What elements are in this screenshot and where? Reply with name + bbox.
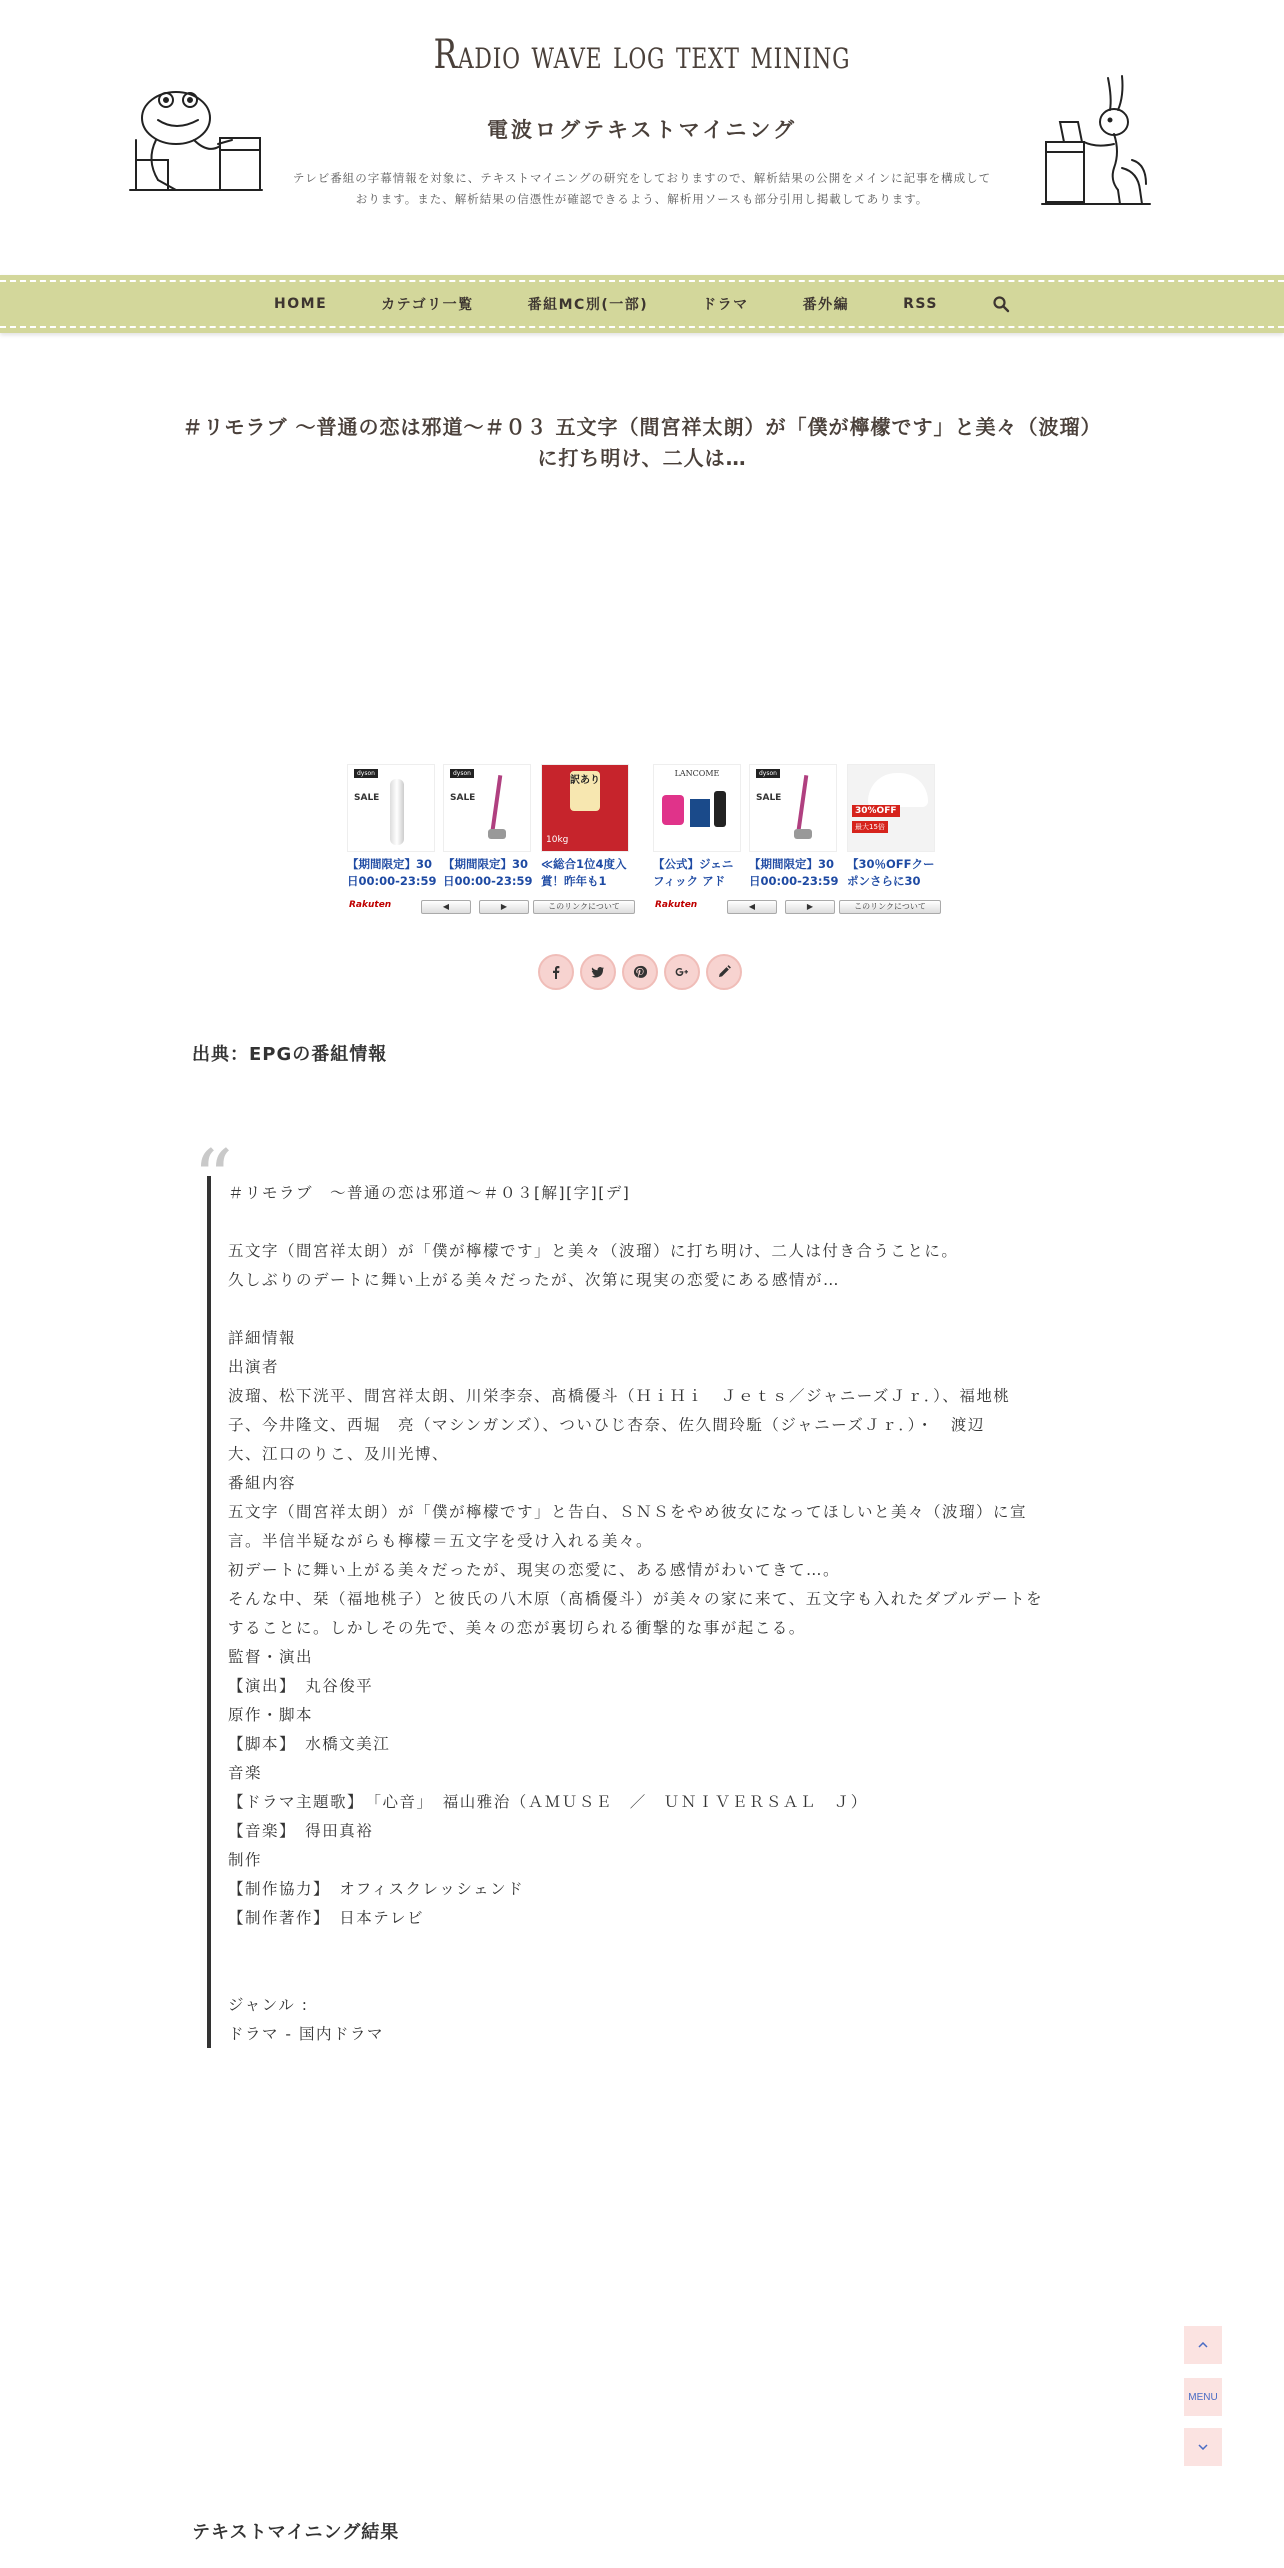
quote-line: することに。しかしその先で、美々の恋が裏切られる衝撃的な事が起こる。 <box>228 1619 806 1637</box>
quote-line: 【演出】 丸谷俊平 <box>228 1677 374 1695</box>
ad-text[interactable]: 【公式】ジェニフィック アド <box>653 857 734 888</box>
quote-line: 子、今井隆文、西堀 亮（マシンガンズ）、ついひじ杏奈、佐久間玲駈（ジャニーズＪｒ．）・ 渡辺 <box>228 1416 985 1434</box>
quote-line <box>228 1295 1088 1324</box>
ad-text[interactable]: 【期間限定】30日00:00-23:59 <box>749 857 839 888</box>
chevron-down-icon <box>1198 2444 1208 2450</box>
ad-sale-label: SALE <box>756 793 782 803</box>
quote-line <box>228 1933 1088 1962</box>
scroll-top-button[interactable] <box>1184 2326 1222 2364</box>
quote-line: 波瑠、松下洸平、間宮祥太朗、川栄李奈、髙橋優斗（ＨｉＨｉ Ｊｅｔｓ／ジャニーズＪｒ．）、福地桃 <box>228 1387 1011 1405</box>
ad-brand-label: dyson <box>756 769 780 778</box>
quote-line: そんな中、栞（福地桃子）と彼氏の八木原（髙橋優斗）が美々の家に来て、五文字も入れたダブルデートを <box>228 1590 1044 1608</box>
nav-item-extra[interactable]: 番外編 <box>802 297 850 313</box>
ad-product-image[interactable] <box>653 764 741 852</box>
ad-item[interactable] <box>347 764 437 890</box>
google-plus-icon <box>675 965 689 979</box>
ad-item[interactable] <box>749 764 839 890</box>
ad-prev-button[interactable]: ◀ <box>727 900 777 914</box>
share-facebook-button[interactable] <box>538 954 574 990</box>
main-nav <box>0 275 1284 333</box>
quote-line <box>228 1962 1088 1991</box>
ad-product-image[interactable] <box>847 764 935 852</box>
ad-about-link[interactable]: このリンクについて <box>839 900 941 914</box>
pinterest-icon <box>633 965 647 979</box>
ad-next-button[interactable]: ▶ <box>785 900 835 914</box>
ad-item[interactable] <box>541 764 631 890</box>
ad-sale-label: SALE <box>450 793 476 803</box>
ad-brand-label: LANCOME <box>674 769 720 778</box>
epg-blockquote <box>207 1176 1101 2048</box>
quote-line: 五文字（間宮祥太朗）が「僕が檸檬です」と美々（波瑠）に打ち明け、二人は付き合うことに。 <box>228 1242 959 1260</box>
quote-line: 言。半信半疑ながらも檸檬＝五文字を受け入れる美々。 <box>228 1532 654 1550</box>
nav-item-rss[interactable]: RSS <box>903 296 938 312</box>
quote-line: 【制作協力】 オフィスクレッシェンド <box>228 1880 525 1898</box>
share-google-plus-button[interactable] <box>664 954 700 990</box>
post-title <box>180 412 1104 474</box>
ad-image-sub: 最大15倍 <box>852 821 888 833</box>
epg-text <box>228 1179 1088 2049</box>
nav-item-mc[interactable]: 番組MC別(一部) <box>527 297 649 313</box>
quote-line: 五文字（間宮祥太朗）が「僕が檸檬です」と告白、ＳＮＳをやめ彼女になってほしいと美々（波瑠）に宣 <box>228 1503 1028 1521</box>
ad-item[interactable] <box>443 764 533 890</box>
ad-text[interactable]: ≪総合1位4度入賞！昨年も1 <box>541 857 627 888</box>
quote-line: ドラマ - 国内ドラマ <box>228 2025 384 2043</box>
ad-product-image[interactable] <box>541 764 629 852</box>
share-buttons <box>538 954 748 990</box>
ad-text[interactable]: 【期間限定】30日00:00-23:59 <box>443 857 533 888</box>
ad-image-label: 30%OFF <box>852 805 900 817</box>
source-heading: 出典：EPGの番組情報 <box>192 1044 388 1065</box>
quote-line: 制作 <box>228 1851 263 1869</box>
quote-line: 音楽 <box>228 1764 263 1782</box>
quote-line <box>228 1208 1088 1237</box>
quote-line: 出演者 <box>228 1358 280 1376</box>
share-twitter-button[interactable] <box>580 954 616 990</box>
rakuten-logo[interactable]: Rakuten <box>655 900 698 910</box>
ad-brand-label: dyson <box>354 769 378 778</box>
quote-line: 監督・演出 <box>228 1648 314 1666</box>
site-title-en[interactable]: Radio wave log text mining <box>433 32 851 78</box>
share-pinterest-button[interactable] <box>622 954 658 990</box>
rakuten-logo[interactable]: Rakuten <box>349 900 392 910</box>
quote-line: 【脚本】 水橋文美江 <box>228 1735 391 1753</box>
nav-item-categories[interactable]: カテゴリ一覧 <box>381 297 474 313</box>
scroll-bottom-button[interactable] <box>1184 2428 1222 2466</box>
ad-image-label: 訳あり <box>570 771 600 811</box>
quote-line: ジャンル : <box>228 1996 309 2014</box>
facebook-icon <box>549 965 563 979</box>
ad-image-sub: 10kg <box>546 835 569 845</box>
ad-text[interactable]: 【期間限定】30日00:00-23:59 <box>347 857 437 888</box>
ad-prev-button[interactable]: ◀ <box>421 900 471 914</box>
quote-line: 詳細情報 <box>228 1329 297 1347</box>
ad-product-image[interactable] <box>347 764 435 852</box>
menu-label: MENU <box>1188 2391 1218 2403</box>
share-hatena-button[interactable] <box>706 954 742 990</box>
site-description-line: おります。また、解析結果の信憑性が確認できるよう、解析用ソースも部分引用し掲載してあります。 <box>355 192 929 206</box>
quote-line: 大、江口のりこ、及川光博、 <box>228 1445 450 1463</box>
quote-line: 【ドラマ主題歌】 「心音」 福山雅治（ＡＭＵＳＥ ／ ＵＮＩＶＥＲＳＡＬ Ｊ） <box>228 1793 868 1811</box>
quote-line: 原作・脚本 <box>228 1706 314 1724</box>
ad-next-button[interactable]: ▶ <box>479 900 529 914</box>
quote-line: 【音楽】 得田真裕 <box>228 1822 374 1840</box>
post-title-line: に打ち明け、二人は… <box>537 446 747 470</box>
ad-item[interactable] <box>847 764 937 890</box>
search-icon[interactable] <box>992 295 1010 313</box>
ad-brand-label: dyson <box>450 769 474 778</box>
quote-line: ＃リモラブ ～普通の恋は邪道～＃０３[解][字][デ] <box>228 1184 631 1202</box>
post-title-line: ＃リモラブ ～普通の恋は邪道～＃０３ 五文字（間宮祥太朗）が「僕が檸檬です」と美々（波瑠） <box>182 415 1102 439</box>
ad-product-image[interactable] <box>443 764 531 852</box>
quote-line: 初デートに舞い上がる美々だったが、現実の恋愛に、ある感情がわいてきて…。 <box>228 1561 841 1579</box>
site-description-line: テレビ番組の字幕情報を対象に、テキストマイニングの研究をしておりますので、解析結果の公開をメインに記事を構成して <box>292 171 992 185</box>
site-title-ja[interactable]: 電波ログテキストマイニング <box>487 118 797 142</box>
quote-icon: “ <box>193 1134 233 1224</box>
twitter-icon <box>591 965 605 979</box>
rakuten-ad-widget <box>651 764 943 916</box>
nav-item-home[interactable]: HOME <box>274 296 328 312</box>
ad-about-link[interactable]: このリンクについて <box>533 900 635 914</box>
quote-line: 番組内容 <box>228 1474 297 1492</box>
ad-product-image[interactable] <box>749 764 837 852</box>
ad-item[interactable] <box>653 764 743 890</box>
quote-line: 久しぶりのデートに舞い上がる美々だったが、次第に現実の恋愛にある感情が… <box>228 1271 841 1289</box>
menu-button[interactable] <box>1184 2378 1222 2416</box>
nav-item-drama[interactable]: ドラマ <box>702 297 749 313</box>
quote-line: 【制作著作】 日本テレビ <box>228 1909 424 1927</box>
site-description <box>287 168 997 210</box>
site-header <box>0 0 1284 275</box>
rakuten-ad-widget <box>345 764 637 916</box>
text-mining-result-heading: テキストマイニング結果 <box>192 2522 400 2543</box>
chevron-up-icon <box>1198 2342 1208 2348</box>
pencil-icon <box>717 965 731 979</box>
ad-sale-label: SALE <box>354 793 380 803</box>
ad-text[interactable]: 【30％OFFクーポンさらに30 <box>847 857 935 888</box>
